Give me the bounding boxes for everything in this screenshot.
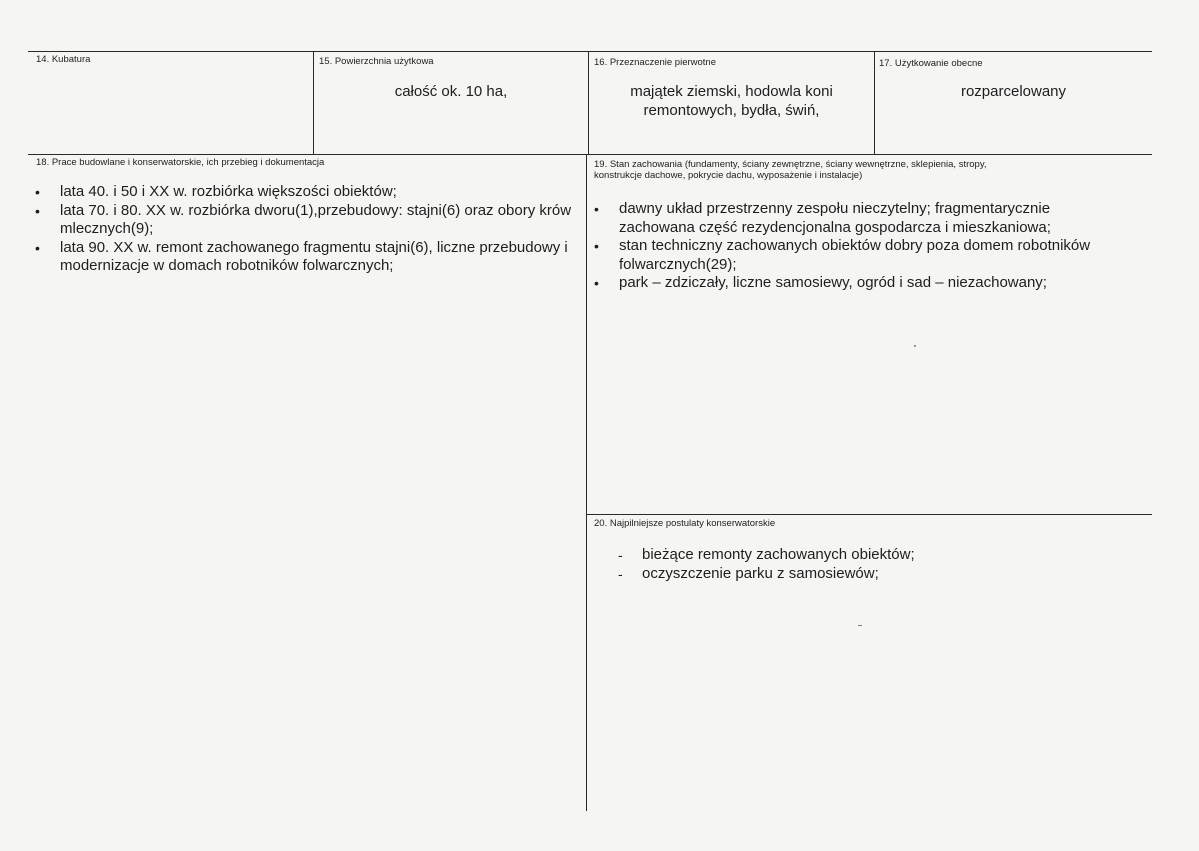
field-16-value-line2: remontowych, bydła, świń, bbox=[643, 102, 820, 119]
field-18-list bbox=[30, 183, 580, 276]
rule-row3 bbox=[586, 514, 1152, 515]
list-item: • park – zdziczały, liczne samosiewy, ogród i sad – niezachowany; bbox=[589, 274, 1094, 293]
field-16-value-line1: majątek ziemski, hodowla koni bbox=[630, 83, 833, 100]
list-item: - bieżące remonty zachowanych obiektów; bbox=[612, 546, 1112, 565]
list-item: • stan techniczny zachowanych obiektów dobry poza domem robotników folwarcznych(29); bbox=[589, 237, 1094, 274]
list-item: • lata 70. i 80. XX w. rozbiórka dworu(1),przebudowy: stajni(6) oraz obory krów mlecznych(9); bbox=[30, 202, 580, 239]
field-20-label: 20. Najpilniejsze postulaty konserwatorskie bbox=[594, 518, 776, 529]
field-17-label: 17. Użytkowanie obecne bbox=[879, 58, 983, 69]
scan-speck bbox=[914, 345, 916, 347]
list-item: • lata 90. XX w. remont zachowanego fragmentu stajni(6), liczne przebudowy i modernizacje w domach robotników folwarcznych; bbox=[30, 239, 580, 276]
field-19-label bbox=[594, 159, 987, 181]
divider-17 bbox=[874, 51, 875, 154]
rule-top bbox=[28, 51, 1152, 52]
field-15-value: całość ok. 10 ha, bbox=[394, 83, 508, 100]
divider-15 bbox=[313, 51, 314, 154]
field-18-label: 18. Prace budowlane i konserwatorskie, ich przebieg i dokumentacja bbox=[36, 157, 325, 168]
scan-speck bbox=[858, 625, 862, 626]
list-item: • lata 40. i 50 i XX w. rozbiórka większości obiektów; bbox=[30, 183, 580, 202]
field-16-label: 16. Przeznaczenie pierwotne bbox=[594, 57, 716, 68]
field-20-list bbox=[612, 546, 1112, 583]
field-19-list bbox=[589, 200, 1094, 293]
field-17-value: rozparcelowany bbox=[960, 83, 1067, 100]
list-item: • dawny układ przestrzenny zespołu nieczytelny; fragmentarycznie zachowana część rezydencjonalna gospodarcza i mieszkaniowa; bbox=[589, 200, 1094, 237]
field-15-label: 15. Powierzchnia użytkowa bbox=[319, 56, 434, 67]
divider-middle bbox=[586, 154, 587, 811]
field-19-label-line1: 19. Stan zachowania (fundamenty, ściany zewnętrzne, ściany wewnętrzne, sklepienia, stropy, bbox=[594, 159, 987, 170]
rule-row2 bbox=[28, 154, 1152, 155]
field-14-label: 14. Kubatura bbox=[36, 54, 91, 65]
field-16-value bbox=[589, 82, 874, 120]
field-19-label-line2: konstrukcje dachowe, pokrycie dachu, wyposażenie i instalacje) bbox=[594, 170, 863, 181]
list-item: - oczyszczenie parku z samosiewów; bbox=[612, 565, 1112, 584]
